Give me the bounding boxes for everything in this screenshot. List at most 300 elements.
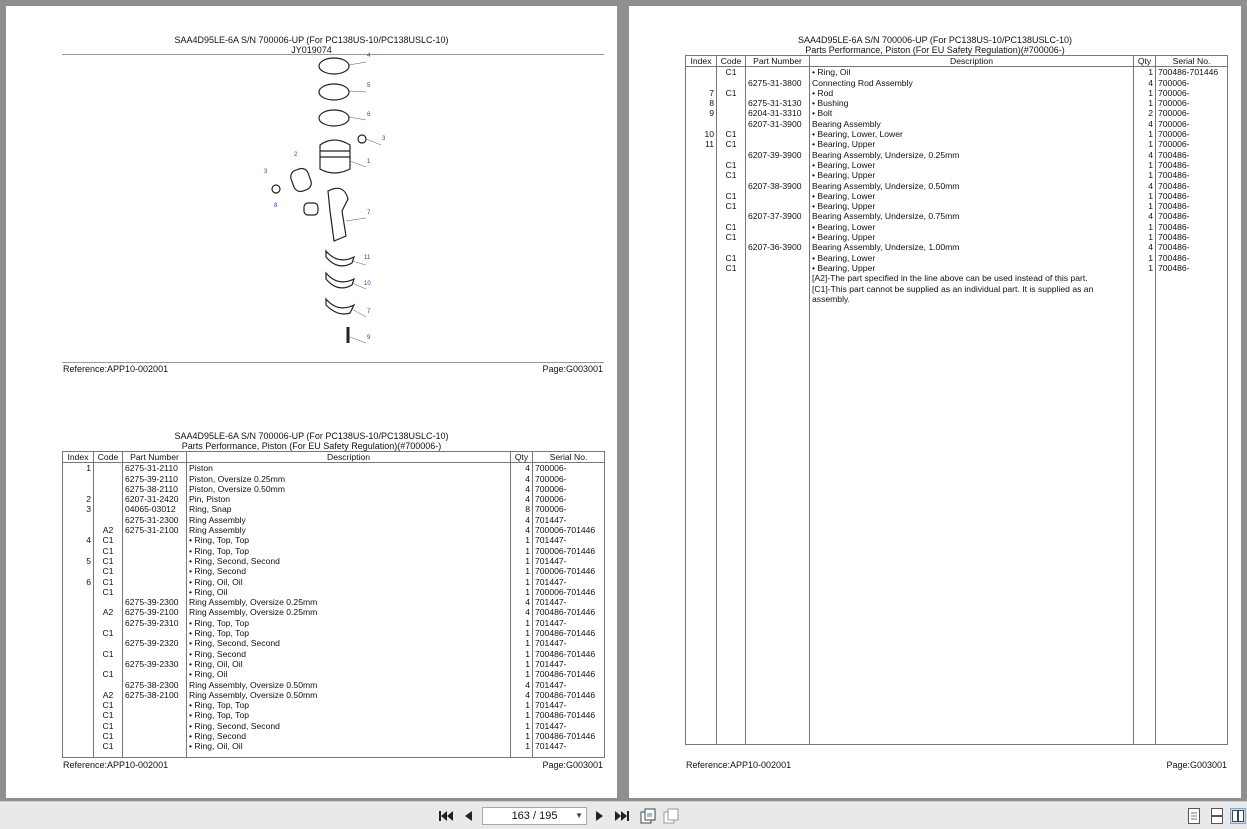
cell-qty: 1 [511,700,533,710]
cell-part-number: 6275-38-2300 [123,680,187,690]
cell-index [686,211,717,221]
cell-part-number [123,710,187,720]
viewer-toolbar [0,801,1247,829]
cell-part-number: 6275-38-2110 [123,484,187,494]
cell-index [686,181,717,191]
cell-part-number: 6207-36-3900 [746,242,810,252]
cell-index [686,160,717,170]
cell-description: Bearing Assembly [810,119,1134,129]
header-qty: Qty [1134,56,1156,67]
ring-top-shape [319,58,349,74]
last-page-icon[interactable] [614,808,630,824]
cell-part-number: 6207-31-2420 [123,494,187,504]
cell-part-number: 04065-03012 [123,504,187,514]
cell-qty: 4 [1134,150,1156,160]
cell-serial-no: 701447- [533,659,605,669]
cell-index [686,242,717,252]
cell-serial-no: 701447- [533,535,605,545]
cell-description: • Ring, Top, Top [187,618,511,628]
continuous-icon[interactable] [1209,808,1225,824]
parts-table [62,451,605,758]
cell-code [94,515,123,525]
cell-serial-no: 701447- [533,556,605,566]
cell-code: C1 [94,587,123,597]
table-row [63,566,605,576]
cell-serial-no: 700006-701446 [533,546,605,556]
cell-index [686,263,717,273]
header-description: Description [187,452,511,463]
table-row [686,253,1228,263]
table-row [686,108,1228,118]
footer-reference: Reference:APP10-002001 [686,760,792,770]
cell-qty: 1 [1134,160,1156,170]
callout-label: 4 [367,53,371,59]
cell-code: A2 [94,607,123,617]
table-row [63,618,605,628]
callout-label: 9 [367,335,371,341]
cell-code: C1 [94,741,123,751]
fit-page-icon[interactable] [640,808,656,824]
cell-code: C1 [717,67,746,78]
cell-part-number: 6275-31-2300 [123,515,187,525]
cell-qty: 4 [511,597,533,607]
cell-description: • Bearing, Upper [810,139,1134,149]
cell-qty: 1 [1134,98,1156,108]
table-row [686,67,1228,78]
cell-qty: 4 [511,494,533,504]
cell-description: Connecting Rod Assembly [810,78,1134,88]
cell-serial-no: 700486- [1156,160,1228,170]
cell-index [686,232,717,242]
cell-description: Ring, Snap [187,504,511,514]
cell-qty: 1 [511,731,533,741]
table-row [63,659,605,669]
cell-code [94,597,123,607]
cell-part-number: 6207-37-3900 [746,211,810,221]
callout-label: 3 [382,136,386,142]
cell-part-number [123,649,187,659]
cell-description: • Ring, Oil [187,669,511,679]
footer-reference: Reference:APP10-002001 [63,760,169,770]
cell-serial-no: 700486-701446 [1156,67,1228,78]
cell-qty: 1 [1134,191,1156,201]
cell-index [63,607,94,617]
callout-label: 8 [274,203,278,209]
table-title: SAA4D95LE-6A S/N 700006-UP (For PC138US-10/PC138USLC-10) [174,431,449,441]
table-row [686,78,1228,88]
footer-page: Page:G003001 [1166,760,1227,770]
cell-part-number: 6207-38-3900 [746,181,810,191]
cell-description: • Bearing, Upper [810,170,1134,180]
cell-part-number [123,577,187,587]
table-subtitle: Parts Performance, Piston (For EU Safety Regulation)(#700006-) [181,441,442,451]
cell-description: Piston [187,463,511,474]
cell-code: C1 [717,170,746,180]
cell-part-number [123,700,187,710]
cell-serial-no: 700486- [1156,191,1228,201]
callout-label: 1 [367,159,371,165]
cell-part-number [123,566,187,576]
cell-serial-no: 701447- [533,700,605,710]
cell-serial-no: 700006-701446 [533,525,605,535]
cell-index [63,659,94,669]
cell-code: C1 [717,232,746,242]
cell-serial-no: 700006- [1156,129,1228,139]
page-number-select[interactable] [482,807,587,825]
cell-qty: 4 [1134,242,1156,252]
cell-part-number [123,556,187,566]
cell-serial-no: 701447- [533,515,605,525]
cell-part-number [123,721,187,731]
cell-serial-no: 700006- [1156,98,1228,108]
table-row [686,150,1228,160]
cell-qty: 1 [511,566,533,576]
cell-index [63,546,94,556]
cell-qty: 1 [511,556,533,566]
table-row [686,119,1228,129]
cell-description: • Rod [810,88,1134,98]
table-row [686,201,1228,211]
fit-width-icon[interactable] [663,808,679,824]
cell-qty: 1 [1134,129,1156,139]
table-row [63,484,605,494]
cell-code: C1 [94,700,123,710]
cell-qty: 1 [511,628,533,638]
cell-description: • Ring, Top, Top [187,628,511,638]
cell-serial-no: 700486- [1156,211,1228,221]
header-index: Index [63,452,94,463]
cell-description: • Bearing, Lower [810,222,1134,232]
diagram-title: SAA4D95LE-6A S/N 700006-UP (For PC138US-10/PC138USLC-10) [174,35,449,45]
cell-serial-no: 701447- [533,577,605,587]
cell-qty: 1 [1134,253,1156,263]
cell-qty: 1 [511,638,533,648]
cell-serial-no: 700006- [533,494,605,504]
table-row [686,232,1228,242]
left-page [6,6,617,798]
exploded-parts-diagram [246,51,406,361]
table-row [686,170,1228,180]
table-title: SAA4D95LE-6A S/N 700006-UP (For PC138US-10/PC138USLC-10) [798,35,1072,45]
table-row [686,222,1228,232]
cell-part-number [746,170,810,180]
two-page-icon[interactable] [1230,808,1246,824]
bearing-lower-shape [326,273,354,288]
cell-code: A2 [94,525,123,535]
table-row [63,607,605,617]
cell-description: • Ring, Second, Second [187,556,511,566]
table-row [686,160,1228,170]
cell-qty: 1 [511,546,533,556]
cell-description: • Ring, Top, Top [187,700,511,710]
table-row [686,88,1228,98]
table-row [63,638,605,648]
cell-index: 1 [63,463,94,474]
cell-qty: 4 [511,690,533,700]
cell-index: 7 [686,88,717,98]
table-row [63,504,605,514]
footer-page: Page:G003001 [542,760,603,770]
cell-code: C1 [717,160,746,170]
cell-serial-no: 700006- [1156,108,1228,118]
cell-part-number [746,129,810,139]
cell-code: C1 [94,731,123,741]
cell-index [63,680,94,690]
cell-description: Bearing Assembly, Undersize, 0.75mm [810,211,1134,221]
cell-qty: 4 [511,680,533,690]
cell-description: Pin, Piston [187,494,511,504]
cell-description: Piston, Oversize 0.50mm [187,484,511,494]
cell-code [94,474,123,484]
cell-index [686,191,717,201]
header-qty: Qty [511,452,533,463]
cell-index [63,731,94,741]
table-row [63,577,605,587]
table-row [63,556,605,566]
table-row [63,649,605,659]
cell-index [63,484,94,494]
cell-index [686,170,717,180]
cell-index [686,67,717,78]
cell-code: C1 [94,566,123,576]
cell-code: C1 [717,129,746,139]
cell-code [717,181,746,191]
table-filler-row [686,304,1228,745]
table-row [686,263,1228,273]
cell-part-number [746,232,810,242]
cell-index [63,566,94,576]
cell-index [63,721,94,731]
header-index: Index [686,56,717,67]
cell-serial-no: 700486- [1156,170,1228,180]
cell-index: 8 [686,98,717,108]
cell-index [686,222,717,232]
cell-description: • Ring, Second [187,566,511,576]
cell-description: Bearing Assembly, Undersize, 0.50mm [810,181,1134,191]
cell-code [94,484,123,494]
cell-qty: 1 [511,535,533,545]
cell-code [94,504,123,514]
cell-code [717,98,746,108]
cell-index [63,690,94,700]
cell-part-number [746,160,810,170]
cell-qty: 4 [511,484,533,494]
table-row [686,242,1228,252]
cell-index [63,628,94,638]
cell-index: 5 [63,556,94,566]
header-code: Code [717,56,746,67]
cell-qty: 1 [511,721,533,731]
ring-oil-shape [319,110,349,126]
cell-part-number [746,191,810,201]
cell-code: C1 [717,201,746,211]
cell-serial-no: 700486-701446 [533,731,605,741]
cell-code: C1 [94,577,123,587]
table-row [63,731,605,741]
callout-label: 7 [367,210,371,216]
cell-index [686,119,717,129]
diagram-subtitle: JY019074 [291,45,332,55]
cell-code: C1 [717,139,746,149]
cell-code [717,150,746,160]
cell-serial-no: 700486- [1156,263,1228,273]
cell-qty: 1 [511,741,533,751]
cell-qty: 1 [1134,201,1156,211]
cell-part-number: 6275-39-2110 [123,474,187,484]
cell-serial-no: 700486-701446 [533,649,605,659]
table-row [63,494,605,504]
cell-serial-no: 701447- [533,597,605,607]
cell-serial-no: 700006- [1156,139,1228,149]
cell-description: Ring Assembly, Oversize 0.50mm [187,690,511,700]
cell-description: Piston, Oversize 0.25mm [187,474,511,484]
note-row [686,284,1228,305]
table-row [63,587,605,597]
cell-qty: 2 [1134,108,1156,118]
cell-description: • Ring, Second, Second [187,721,511,731]
cell-qty: 1 [1134,88,1156,98]
callout-label: 7 [367,309,371,315]
cell-index [686,201,717,211]
table-row [63,463,605,474]
cell-code: C1 [94,710,123,720]
cell-code [717,211,746,221]
cell-qty: 4 [1134,211,1156,221]
right-page [629,6,1241,798]
cell-serial-no: 701447- [533,618,605,628]
cell-index: 3 [63,504,94,514]
cell-part-number: 6207-39-3900 [746,150,810,160]
cell-serial-no: 700486-701446 [533,628,605,638]
callout-label: 10 [364,281,371,287]
header-serial-no: Serial No. [533,452,605,463]
cell-index [686,78,717,88]
header-code: Code [94,452,123,463]
single-page-icon[interactable] [1186,808,1202,824]
cell-description: • Ring, Oil, Oil [187,659,511,669]
cell-index [63,700,94,710]
cell-description: • Ring, Oil, Oil [187,577,511,587]
cell-qty: 4 [511,525,533,535]
table-row [63,721,605,731]
cell-description: • Bearing, Lower [810,253,1134,263]
cell-description: Ring Assembly [187,525,511,535]
cell-description: • Bearing, Upper [810,232,1134,242]
cell-qty: 4 [511,474,533,484]
table-row [63,628,605,638]
cell-qty: 1 [1134,232,1156,242]
cell-part-number [123,731,187,741]
cell-serial-no: 700006-701446 [533,587,605,597]
cell-part-number [123,535,187,545]
page-indicator: 163 / 195 [511,810,558,822]
cell-index [63,587,94,597]
table-row [686,181,1228,191]
cell-serial-no: 700006- [533,504,605,514]
cell-index [63,669,94,679]
cell-code [94,618,123,628]
cell-code: C1 [717,253,746,263]
cell-index [63,618,94,628]
table-row [63,700,605,710]
rod-cap-shape [326,299,354,314]
cell-part-number: 6275-39-2100 [123,607,187,617]
callout-label: 6 [367,112,371,118]
cell-qty: 1 [511,710,533,720]
chevron-down-icon: ▼ [575,811,583,820]
prev-page-icon[interactable] [460,808,476,824]
cell-serial-no: 700006- [1156,119,1228,129]
cell-code [94,659,123,669]
table-row [63,515,605,525]
cell-part-number [746,139,810,149]
cell-description: Bearing Assembly, Undersize, 1.00mm [810,242,1134,252]
table-row [63,474,605,484]
cell-index: 4 [63,535,94,545]
cell-code [94,494,123,504]
table-filler-row [63,752,605,758]
header-serial-no: Serial No. [1156,56,1228,67]
cell-serial-no: 700006- [533,463,605,474]
cell-index: 9 [686,108,717,118]
cell-description: • Ring, Top, Top [187,546,511,556]
next-page-icon[interactable] [592,808,608,824]
note-row [686,273,1228,283]
cell-serial-no: 700486- [1156,181,1228,191]
snap-ring-left-shape [272,185,280,193]
cell-serial-no: 700006- [1156,78,1228,88]
cell-part-number [123,669,187,679]
cell-description: • Ring, Second [187,731,511,741]
cell-description: • Bearing, Lower, Lower [810,129,1134,139]
cell-part-number: 6275-31-2110 [123,463,187,474]
cell-description: • Ring, Oil, Oil [187,741,511,751]
cell-serial-no: 700486-701446 [533,690,605,700]
footer-reference: Reference:APP10-002001 [63,364,169,374]
cell-qty: 1 [511,669,533,679]
table-row [686,191,1228,201]
cell-description: • Ring, Oil [187,587,511,597]
cell-part-number [123,546,187,556]
cell-qty: 1 [1134,139,1156,149]
cell-part-number [123,587,187,597]
cell-part-number: 6275-39-2330 [123,659,187,669]
callout-label: 3 [264,169,268,175]
first-page-icon[interactable] [438,808,454,824]
cell-description: • Ring, Second [187,649,511,659]
cell-qty: 1 [511,649,533,659]
table-row [63,741,605,751]
cell-qty: 8 [511,504,533,514]
cell-index [686,150,717,160]
table-row [63,690,605,700]
cell-part-number [746,263,810,273]
cell-part-number: 6275-39-2300 [123,597,187,607]
header-part-number: Part Number [123,452,187,463]
cell-description: • Bearing, Lower [810,191,1134,201]
cell-serial-no: 701447- [533,721,605,731]
cell-part-number: 6204-31-3310 [746,108,810,118]
cell-code: C1 [717,191,746,201]
cell-serial-no: 700006- [533,474,605,484]
cell-code [717,78,746,88]
cell-qty: 1 [1134,67,1156,78]
cell-part-number: 6275-31-3130 [746,98,810,108]
cell-qty: 4 [1134,181,1156,191]
cell-description: • Bushing [810,98,1134,108]
table-row [686,211,1228,221]
cell-qty: 4 [511,515,533,525]
